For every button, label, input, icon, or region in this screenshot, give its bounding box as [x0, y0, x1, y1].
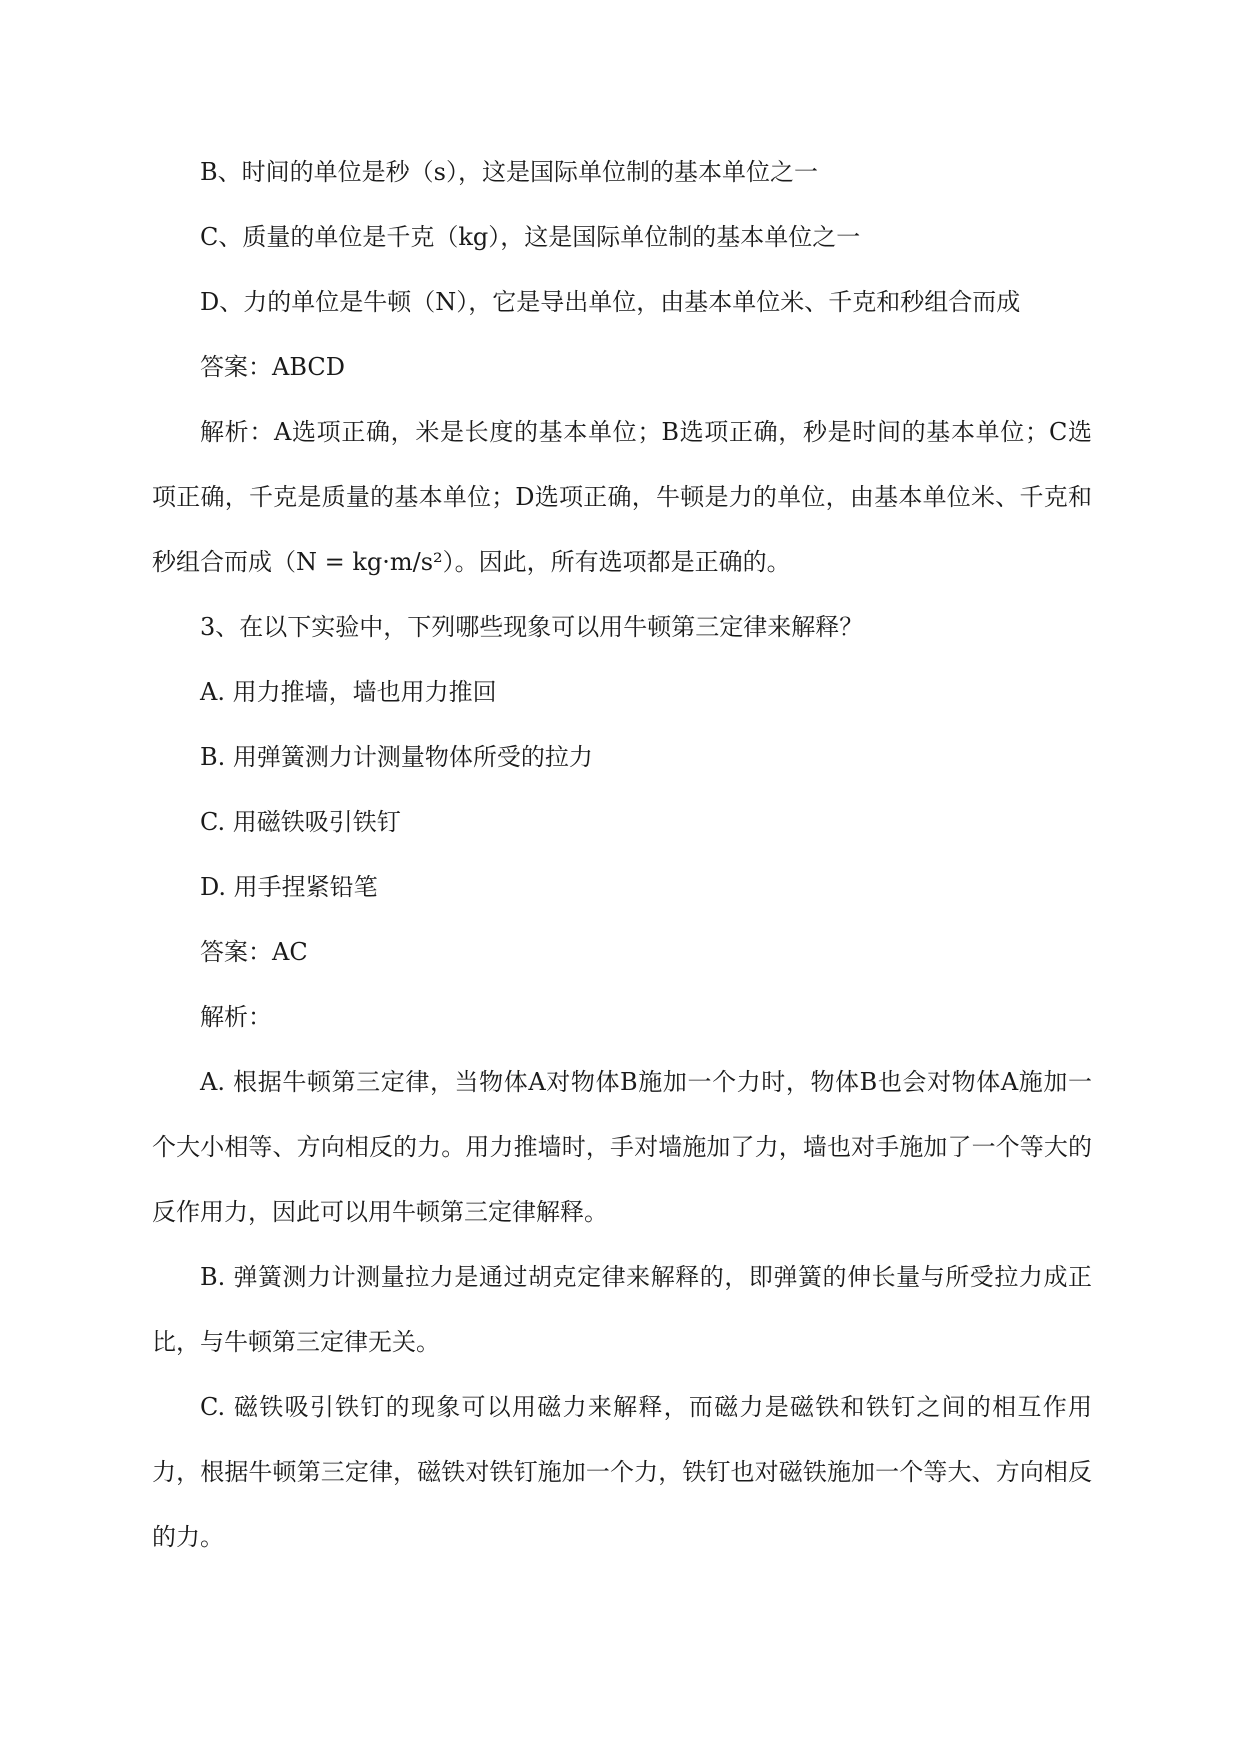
- document-body: [152, 140, 1092, 1570]
- option-d-text: D、力的单位是牛顿（N），它是导出单位，由基本单位米、千克和秒组合而成: [200, 288, 1021, 316]
- question-3-option-b: B. 用弹簧测力计测量物体所受的拉力: [200, 743, 593, 771]
- answer-text: 答案：ABCD: [200, 353, 346, 381]
- analysis-paragraph: 解析：A选项正确，米是长度的基本单位；B选项正确，秒是时间的基本单位；C选项正确，千克是质量的基本单位；D选项正确，牛顿是力的单位，由基本单位米、千克和秒组合而成（N = kg·m/s²）。因此，所有选项都是正确的。: [152, 418, 1092, 576]
- explanation-b: B. 弹簧测力计测量拉力是通过胡克定律来解释的，即弹簧的伸长量与所受拉力成正比，与牛顿第三定律无关。: [152, 1263, 1092, 1356]
- question-3-option-c: C. 用磁铁吸引铁钉: [200, 808, 401, 836]
- option-b-text: B、时间的单位是秒（s），这是国际单位制的基本单位之一: [200, 158, 818, 186]
- explanation-c: C. 磁铁吸引铁钉的现象可以用磁力来解释，而磁力是磁铁和铁钉之间的相互作用力，根据牛顿第三定律，磁铁对铁钉施加一个力，铁钉也对磁铁施加一个等大、方向相反的力。: [152, 1393, 1092, 1551]
- question-3-option-d: D. 用手捏紧铅笔: [200, 873, 378, 901]
- question-3-option-a: A. 用力推墙，墙也用力推回: [200, 678, 497, 706]
- option-c-text: C、质量的单位是千克（kg），这是国际单位制的基本单位之一: [200, 223, 861, 251]
- question-3-answer: 答案：AC: [200, 938, 308, 966]
- explanation-a: A. 根据牛顿第三定律，当物体A对物体B施加一个力时，物体B也会对物体A施加一个大小相等、方向相反的力。用力推墙时，手对墙施加了力，墙也对手施加了一个等大的反作用力，因此可以用牛顿第三定律解释。: [152, 1068, 1092, 1226]
- question-3-analysis-label: 解析：: [200, 1003, 272, 1031]
- question-3-stem: 3、在以下实验中，下列哪些现象可以用牛顿第三定律来解释？: [200, 613, 864, 641]
